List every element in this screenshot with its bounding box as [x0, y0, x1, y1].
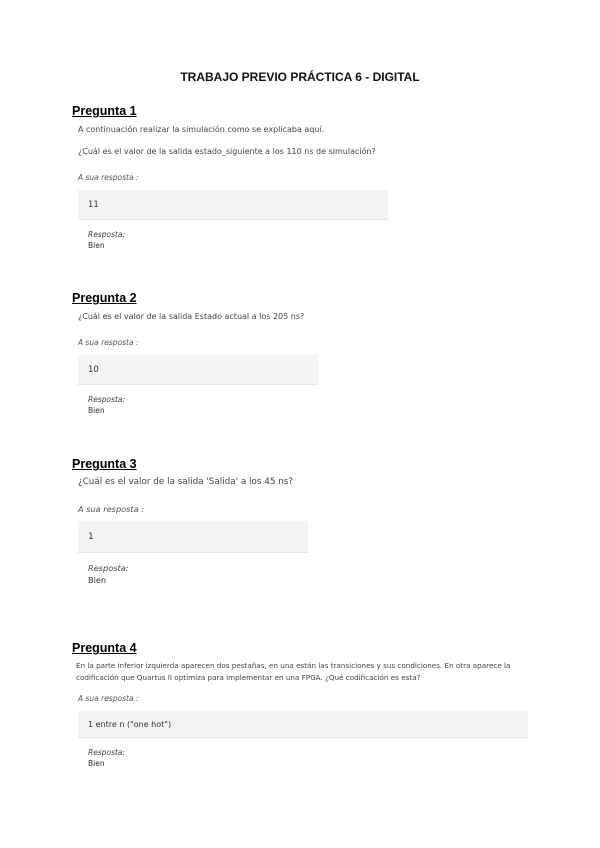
question-heading: Pregunta 3 [72, 457, 137, 471]
question-heading: Pregunta 4 [72, 641, 137, 655]
answer-label: A sua resposta : [78, 694, 139, 703]
feedback-label: Resposta: [88, 230, 126, 239]
question-heading: Pregunta 2 [72, 291, 137, 305]
feedback [88, 394, 542, 416]
question-text: En la parte inferior izquierda aparecen dos pestañas, en una están las transiciones y sus condiciones. En otra aparece la codificación que Quartus II optimiza para implementar en una FPGA. ¿Qué codificación es esta? [76, 661, 511, 682]
feedback [88, 747, 532, 769]
answer-label: A sua resposta : [78, 338, 139, 347]
question-3 [72, 456, 542, 586]
question-text: ¿Cuál es el valor de la salida 'Salida' a los 45 ns? [78, 477, 294, 487]
feedback-value: Bien [88, 241, 105, 250]
answer-label: A sua resposta : [78, 504, 145, 514]
question-1 [72, 103, 542, 251]
answer-field: 10 [78, 355, 318, 385]
feedback [88, 229, 542, 251]
question-heading: Pregunta 1 [72, 104, 137, 118]
question-2 [72, 290, 542, 416]
answer-field: 1 entre n ("one hot") [78, 711, 528, 738]
feedback [88, 562, 542, 586]
document-title: TRABAJO PREVIO PRÁCTICA 6 - DIGITAL [180, 70, 420, 84]
feedback-label: Resposta: [88, 748, 126, 757]
feedback-value: Bien [88, 759, 105, 768]
answer-label: A sua resposta : [78, 173, 139, 182]
question-text: A continuación realizar la simulación como se explicaba aquí. [78, 125, 325, 134]
question-text: ¿Cuál es el valor de la salida Estado actual a los 205 ns? [78, 312, 305, 321]
feedback-value: Bien [88, 406, 105, 415]
feedback-label: Resposta: [88, 395, 126, 404]
question-text: ¿Cuál es el valor de la salida estado_siguiente a los 110 ns de simulación? [78, 147, 376, 156]
answer-field: 1 [78, 521, 308, 553]
answer-field: 11 [78, 190, 388, 220]
feedback-value: Bien [88, 575, 107, 585]
feedback-label: Resposta: [88, 563, 129, 573]
question-4 [72, 640, 532, 769]
